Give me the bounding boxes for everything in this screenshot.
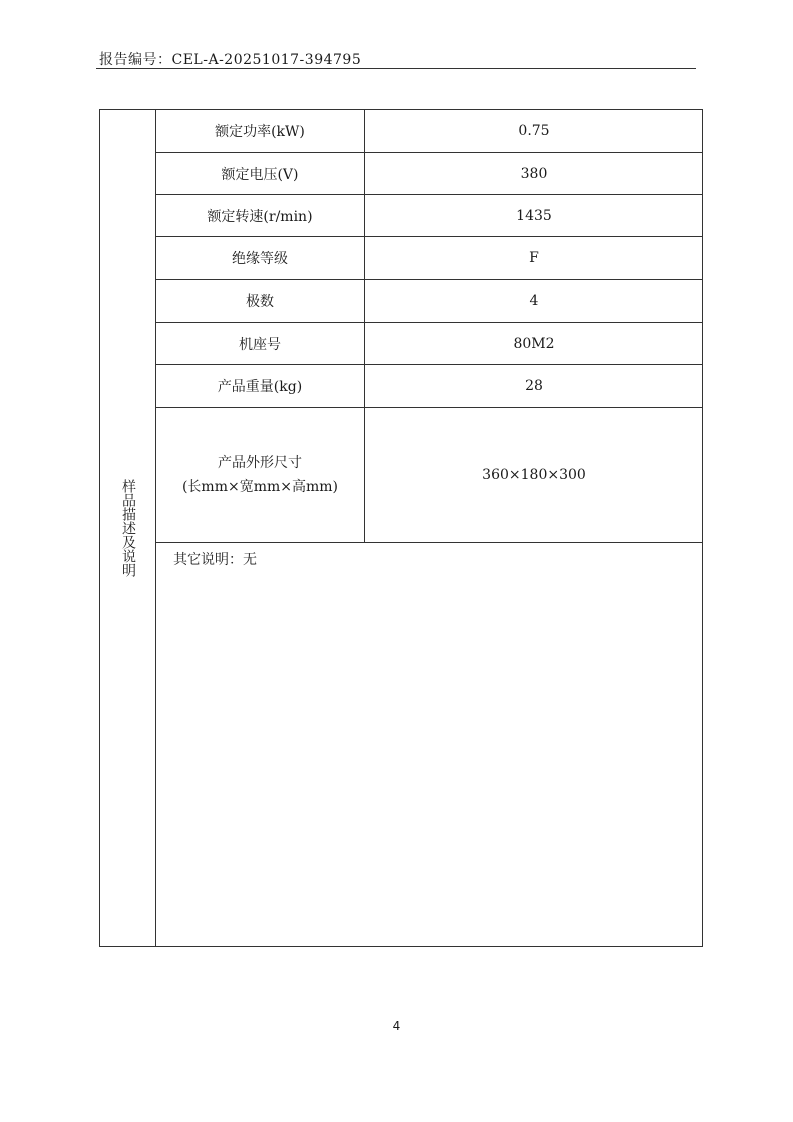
spec-value: 380: [520, 165, 548, 182]
spec-key: 极数: [156, 280, 365, 322]
spec-key: 绝缘等级: [156, 237, 365, 279]
spec-row-insulation-class: [156, 237, 703, 280]
spec-row-product-weight: [156, 365, 703, 408]
report-number-value: CEL-A-20251017-394795: [171, 52, 362, 68]
spec-key: 额定电压(V): [156, 153, 365, 194]
spec-row-rated-speed: [156, 195, 703, 237]
dimensions-key-line2: (长mm×宽mm×高mm): [181, 479, 339, 495]
spec-row-poles: [156, 280, 703, 323]
spec-value: F: [529, 250, 539, 266]
spec-value: 1435: [516, 207, 552, 224]
spec-row-rated-voltage: [156, 153, 703, 195]
report-number-header: [99, 49, 361, 69]
spec-key: 额定转速(r/min): [156, 195, 365, 236]
spec-key: [156, 408, 365, 542]
page-number: 4: [392, 1019, 401, 1033]
spec-grid: [156, 110, 703, 543]
spec-row-dimensions: [156, 408, 703, 543]
other-notes: 其它说明：无: [173, 552, 257, 568]
section-side-column: [100, 110, 156, 946]
header-divider: [96, 68, 696, 69]
section-label: 样品描述及说明: [120, 479, 136, 577]
spec-key: 产品重量(kg): [156, 365, 365, 407]
dimensions-key-line1: 产品外形尺寸: [218, 455, 302, 471]
spec-row-frame-size: [156, 323, 703, 365]
spec-value: 4: [529, 293, 539, 309]
spec-value: 0.75: [518, 123, 550, 139]
spec-row-rated-power: [156, 110, 703, 153]
report-number-label: 报告编号：: [99, 52, 172, 68]
spec-key: 机座号: [156, 323, 365, 364]
spec-value: 80M2: [513, 335, 555, 352]
spec-key: 额定功率(kW): [156, 110, 365, 152]
sample-description-table: [99, 109, 703, 947]
spec-value: 360×180×300: [482, 467, 586, 483]
spec-value: 28: [525, 378, 543, 394]
